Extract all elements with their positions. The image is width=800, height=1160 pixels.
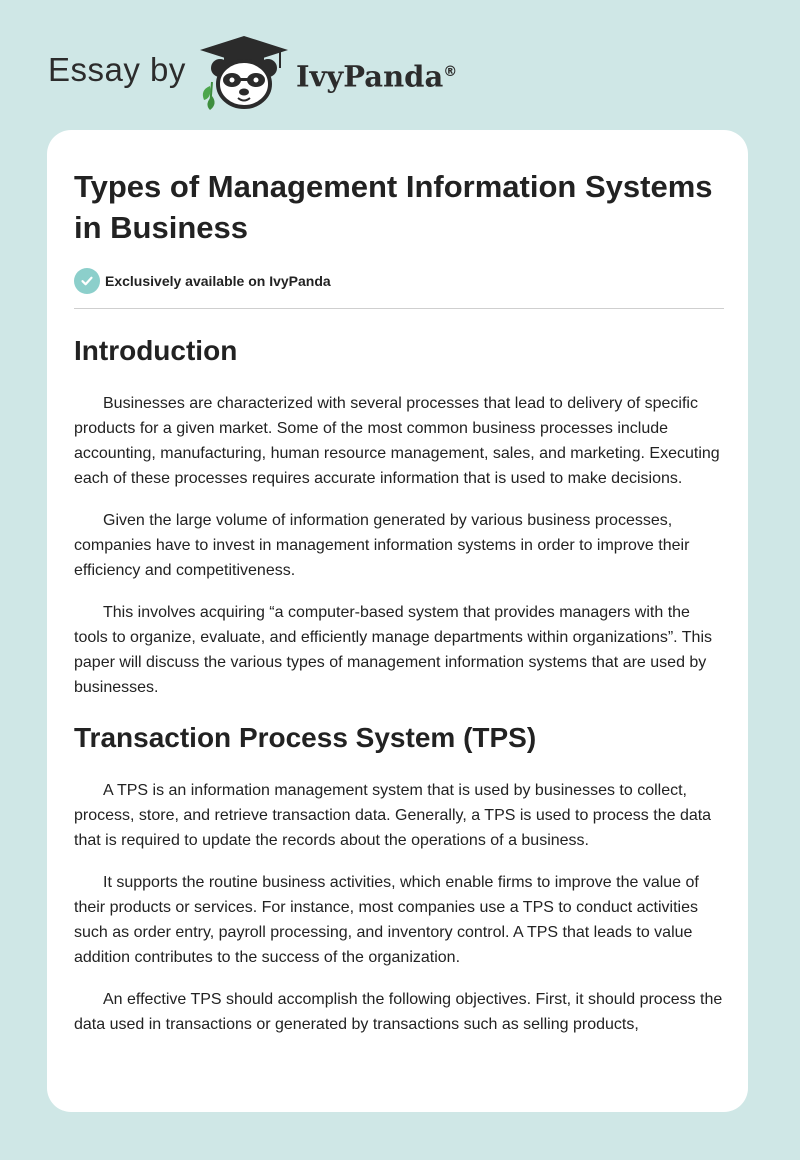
paragraph: Businesses are characterized with several processes that lead to delivery of specific products for a given market. Some of the most common business processes include accounting, manufacturing, human resource management, sales, and marketing. Executing each of these processes requires accurate information that is used to make decisions. (74, 395, 720, 487)
paragraph: It supports the routine business activities, which enable firms to improve the value of their products or services. For instance, most companies use a TPS to conduct activities such as order entry, payroll processing, and inventory control. A TPS that leads to value addition contributes to the success of the organization. (74, 874, 699, 966)
exclusive-badge-label: Exclusively available on IvyPanda (105, 273, 331, 289)
brand-prefix: Essay by (48, 51, 186, 88)
paragraph: This involves acquiring “a computer-based system that provides managers with the tools to organize, evaluate, and efficiently manage departments within organizations”. This paper will discuss the various types of management information systems that are used by businesses. (74, 604, 712, 696)
paragraph: An effective TPS should accomplish the following objectives. First, it should process the data used in transactions or generated by transactions such as selling products, (74, 991, 723, 1033)
essay-content (74, 166, 724, 1037)
registered-mark: ® (443, 64, 458, 80)
brand-name[interactable] (296, 52, 457, 97)
page-title: Types of Management Information Systems in Business (74, 169, 713, 245)
check-circle-icon (74, 268, 100, 294)
paragraph: A TPS is an information management system that is used by businesses to collect, process, store, and retrieve transaction data. Generally, a TPS is used to process the data that is required to update the records about the operations of a business. (74, 782, 712, 849)
exclusive-badge (74, 268, 724, 294)
title-divider (74, 308, 724, 309)
site-header (0, 0, 800, 130)
panda-graduate-logo-icon[interactable] (196, 34, 292, 110)
paragraph: Given the large volume of information generated by various business processes, companies have to invest in management information systems in order to improve their efficiency and competitiveness. (74, 512, 690, 579)
section-heading-tps: Transaction Process System (TPS) (74, 722, 537, 753)
brand-name-text: IvyPanda (296, 59, 444, 94)
section-heading-introduction: Introduction (74, 335, 238, 366)
essay-card (47, 130, 748, 1112)
